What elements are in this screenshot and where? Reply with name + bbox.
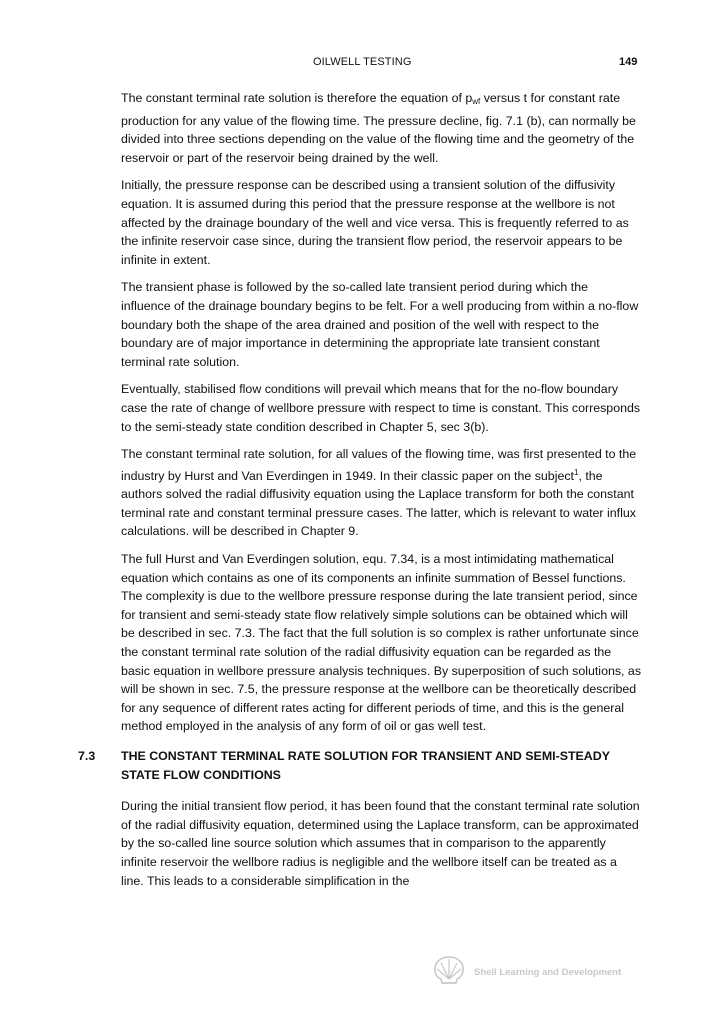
paragraph-5 — [121, 445, 641, 541]
paragraph-2: Initially, the pressure response can be described using a transient solution of the diffusivity equation. It is assumed during this period that the pressure response at the wellbore is not affected by the drainage boundary of the well and vice versa. This is frequently referred to as the infinite reservoir case since, during the transient flow period, the reservoir appears to be infinite in extent. — [121, 178, 629, 267]
footer-branding — [432, 955, 652, 985]
paragraph-4: Eventually, stabilised flow conditions will prevail which means that for the no-flow boundary case the rate of change of wellbore pressure with respect to time is constant. This corresponds to the semi-steady state condition described in Chapter 5, sec 3(b). — [121, 382, 641, 434]
body-text — [78, 89, 642, 899]
shell-logo-icon — [432, 955, 466, 985]
paragraph-1 — [121, 89, 641, 167]
page-number: 149 — [619, 56, 638, 68]
subscript-wf: wf — [472, 97, 481, 106]
running-title: OILWELL TESTING — [313, 56, 412, 68]
paragraph-7: During the initial transient flow period, it has been found that the constant terminal rate solution of the radial diffusivity equation, determined using the Laplace transform, can be approximated by the so-called line source solution which assumes that in comparison to the apparently infinite reservoir the wellbore radius is negligible and the wellbore itself can be treated as a line. This leads to a considerable simplification in the — [121, 799, 640, 888]
footer-text: Shell Learning and Development — [474, 967, 622, 978]
paragraph-6: The full Hurst and Van Everdingen solution, equ. 7.34, is a most intimidating mathematical equation which contains as one of its components an infinite summation of Bessel functions. The complexity is due to the wellbore pressure response during the late transient period, since for transient and semi-steady state flow relatively simple solutions can be obtained which will be described in sec. 7.3. The fact that the full solution is so complex is rather unfortunate since the constant terminal rate solution of the radial diffusivity equation can be regarded as the basic equation in wellbore pressure analysis techniques. By superposition of such solutions, as will be shown in sec. 7.5, the pressure response at the wellbore can be theoretically described for any sequence of different rates acting for different periods of time, and this is the general method employed in the analysis of any form of oil or gas well test. — [121, 552, 642, 734]
paragraph-5-text-cont: , the authors solved the radial diffusivity equation using the Laplace transform for both the constant terminal rate and constant terminal pressure cases. The latter, which is relevant to water influx calculations. will be described in Chapter 9. — [121, 468, 636, 539]
paragraph-1-text: The constant terminal rate solution is therefore the equation of p — [121, 91, 473, 105]
paragraph-3: The transient phase is followed by the so-called late transient period during which the influence of the drainage boundary begins to be felt. For a well producing from within a no-flow boundary both the shape of the area drained and position of the well with respect to the boundary are of major importance in determining the appropriate late transient constant terminal rate solution. — [121, 280, 639, 369]
section-heading — [78, 747, 641, 784]
paragraph-5-text: The constant terminal rate solution, for all values of the flowing time, was first presented to the industry by Hurst and Van Everdingen in 1949. In their classic paper on the subject — [121, 447, 637, 483]
running-header — [0, 56, 723, 72]
footnote-reference: 1 — [573, 467, 579, 477]
section-number: 7.3 — [78, 749, 96, 763]
paragraph-1-text-cont: versus t for constant rate production for any value of the flowing time. The pressure decline, fig. 7.1 (b), can normally be divided into three sections depending on the value of the flowing time and the geometry of the reservoir or part of the reservoir being drained by the well. — [121, 91, 636, 165]
section-title: THE CONSTANT TERMINAL RATE SOLUTION FOR TRANSIENT AND SEMI-STEADY STATE FLOW CONDITIONS — [121, 749, 610, 782]
